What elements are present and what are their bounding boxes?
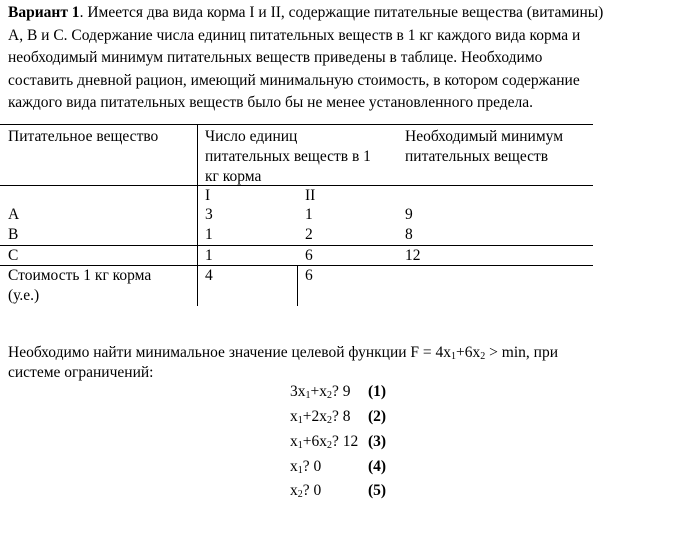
subheader-feed-1: I <box>205 187 211 204</box>
row-value: 3 <box>205 206 213 223</box>
constraint-number: (1) <box>368 383 387 400</box>
row-name: А <box>8 206 20 223</box>
intro-line-4: составить дневной рацион, имеющий минимальную стоимость, в котором содержание <box>8 71 580 89</box>
table-row-border <box>0 245 593 246</box>
constraint-number: (5) <box>368 482 387 499</box>
cost-value: 6 <box>305 267 313 284</box>
row-minimum: 12 <box>405 247 421 264</box>
intro-line-5: каждого вида питательных веществ было бы не менее установленного предела. <box>8 94 534 111</box>
row-minimum: 8 <box>405 226 413 243</box>
row-minimum: 9 <box>405 206 413 223</box>
row-value: 1 <box>305 206 313 223</box>
table-col-border <box>197 124 198 306</box>
row-name: В <box>8 226 19 243</box>
row-value: 6 <box>305 247 313 264</box>
constraint-line: $x_1+2x_2$? 8 (2) <box>290 408 387 426</box>
header-nutrient: Питательное вещество <box>8 128 159 145</box>
header-units: Число единиц питательных веществ в 1 кг корма <box>205 128 371 185</box>
cost-value: 4 <box>205 267 213 284</box>
constraints-intro: системе ограничений: <box>8 364 154 381</box>
intro-line-1: . Имеется два вида корма I и II, содержащие питательные вещества (витамины) <box>79 4 604 21</box>
variant-label: Вариант 1 <box>8 4 80 21</box>
constraint-number: (4) <box>368 458 387 475</box>
row-value: 1 <box>205 247 213 264</box>
objective-statement: Необходимо найти минимальное значение целевой функции $F = 4x_1+6x_2 > \min$, при системе ограничений: <box>8 344 558 381</box>
constraint-line: $x_2$? 0 (5) <box>290 482 387 500</box>
header-minimum: Необходимый минимум питательных веществ <box>405 128 564 165</box>
cost-label: Стоимость 1 кг корма (у.е.) <box>8 267 152 304</box>
constraint-line: $x_1+6x_2$? 12 (3) <box>290 433 387 451</box>
constraint-line: $3x_1+x_2$? 9 (1) <box>290 383 387 401</box>
table-col-border <box>297 265 298 306</box>
row-value: 2 <box>305 226 313 243</box>
table-top-border <box>0 124 593 125</box>
row-value: 1 <box>205 226 213 243</box>
constraint-line: $x_1$? 0 (4) <box>290 458 387 476</box>
intro-line-2: А, В и С. Содержание числа единиц питательных веществ в 1 кг каждого вида корма и <box>8 26 581 44</box>
constraint-number: (3) <box>368 433 387 450</box>
subheader-feed-2: II <box>305 187 316 204</box>
row-name: С <box>8 247 19 264</box>
constraint-number: (2) <box>368 408 387 425</box>
intro-line-3: необходимый минимум питательных веществ приведены в таблице. Необходимо <box>8 49 543 66</box>
